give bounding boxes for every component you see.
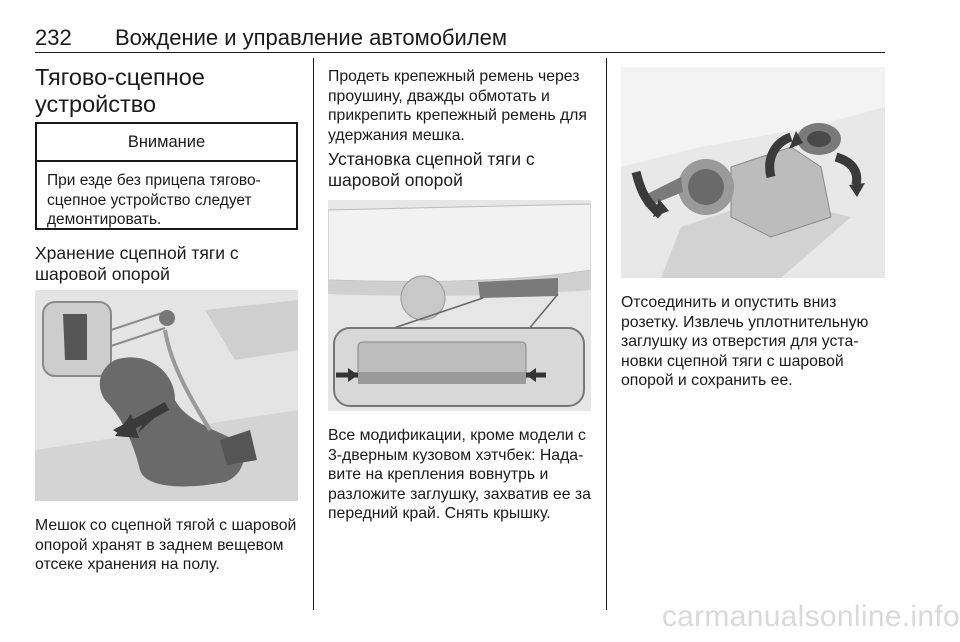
intro-paragraph: Продеть крепежный ремень через проушину, дважды обмотать и прикрепить крепежный ремень для удержания мешка. bbox=[328, 68, 587, 144]
subsection-title-storage: Хранение сцепной тяги с шаровой опорой bbox=[35, 243, 239, 284]
subsection-title-install: Установка сцепной тяги с шаровой опорой bbox=[328, 149, 535, 190]
caption-install: Все модификации, кроме модели с 3-дверным кузовом хэтчбек: Нада-вите на крепления вовнутрь и разложите заглушку, захватив ее за передний край. Снять крышку. bbox=[328, 427, 591, 523]
header-divider bbox=[35, 52, 885, 53]
illustration-socket bbox=[621, 67, 885, 278]
page-number: 232 bbox=[35, 25, 72, 50]
column-divider-1 bbox=[313, 58, 314, 610]
illustration-bumper-cover bbox=[328, 200, 591, 411]
warning-box bbox=[35, 122, 298, 230]
section-title: Тягово-сцепное устройство bbox=[35, 64, 205, 117]
warning-text: При езде без прицепа тягово-сцепное устройство следует демонтировать. bbox=[47, 172, 261, 228]
illustration-towbar-bag bbox=[35, 290, 298, 501]
column-divider-2 bbox=[606, 58, 607, 610]
warning-heading: Внимание bbox=[37, 124, 296, 162]
caption-socket: Отсоединить и опустить вниз розетку. Извлечь уплотнительную заглушку из отверстия для уста-новки сцепной тяги с шаровой опорой и сохранить ее. bbox=[621, 294, 869, 390]
chapter-title: Вождение и управление автомобилем bbox=[115, 25, 508, 50]
caption-storage: Мешок со сцепной тягой с шаровой опорой хранят в заднем вещевом отсеке хранения на полу. bbox=[35, 517, 297, 574]
watermark: carmanualsonline.info bbox=[661, 600, 960, 633]
